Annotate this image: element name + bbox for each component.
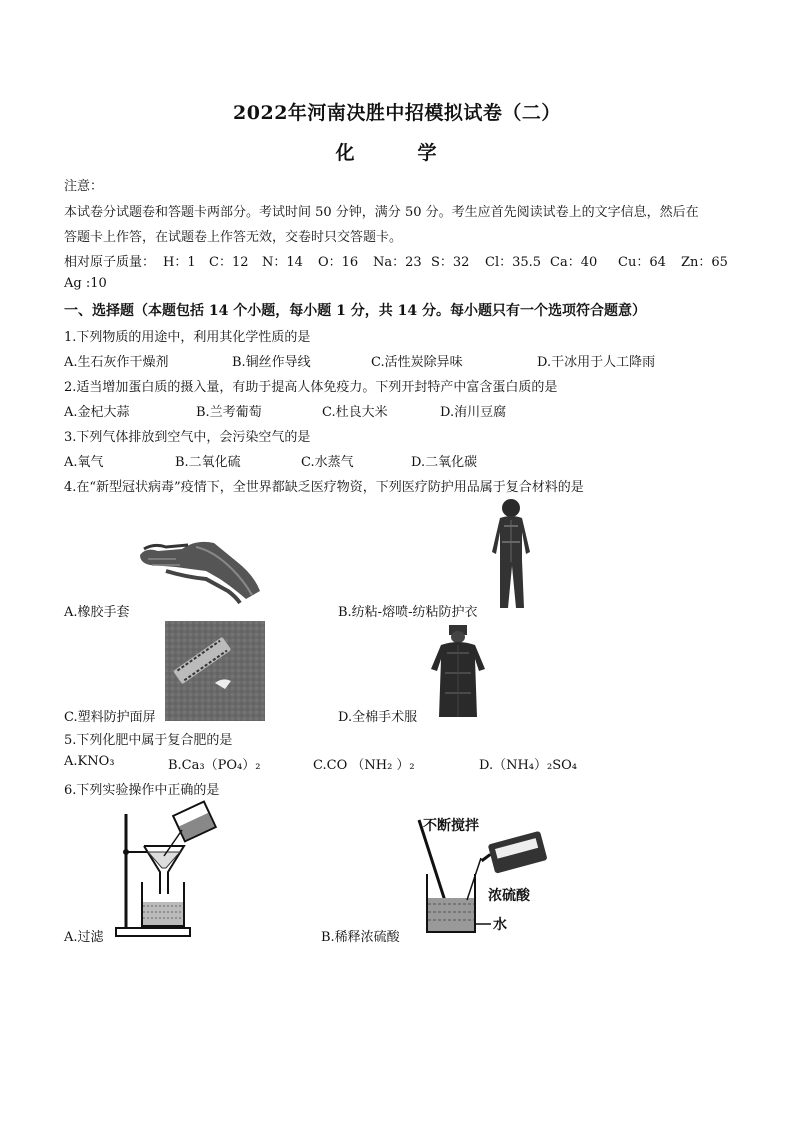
face-shield-image xyxy=(165,621,265,721)
q1-option-c: C.活性炭除异味 xyxy=(371,355,463,370)
q5-option-a: A.KNO₃ xyxy=(64,754,115,769)
atomic-mass-c: C：12 xyxy=(209,255,249,270)
atomic-mass-n: N：14 xyxy=(262,255,303,270)
q1-stem: 1.下列物质的用途中，利用其化学性质的是 xyxy=(64,330,311,345)
q3-option-d: D.二氧化碳 xyxy=(411,455,478,470)
q5-option-d: D.（NH₄）₂SO₄ xyxy=(479,758,578,773)
q3-option-b: B.二氧化硫 xyxy=(175,455,241,470)
q4-option-c: C.塑料防护面屏 xyxy=(64,710,156,725)
atomic-mass-cl: Cl：35.5 xyxy=(485,255,542,270)
q4-option-a: A.橡胶手套 xyxy=(64,605,130,620)
filtration-apparatus-image xyxy=(112,800,222,940)
exam-title: 2022年河南决胜中招模拟试卷（二） xyxy=(233,102,561,124)
q6-stem: 6.下列实验操作中正确的是 xyxy=(64,783,220,798)
q5-stem: 5.下列化肥中属于复合肥的是 xyxy=(64,733,233,748)
q6-option-b: B.稀释浓硫酸 xyxy=(321,930,400,945)
q5-option-b: B.Ca₃（PO₄）₂ xyxy=(168,758,261,773)
rubber-glove-image xyxy=(136,525,266,605)
surgical-gown-image xyxy=(427,623,489,719)
q5-option-c: C.CO （NH₂ ）₂ xyxy=(313,758,415,773)
atomic-mass-zn: Zn：65 xyxy=(681,255,728,270)
q2-option-a: A.金杞大蒜 xyxy=(64,405,130,420)
q1-option-a: A.生石灰作干燥剂 xyxy=(64,355,169,370)
q2-option-b: B.兰考葡萄 xyxy=(196,405,262,420)
atomic-mass-ag: Ag :10 xyxy=(64,276,107,291)
atomic-mass-label: 相对原子质量： xyxy=(64,255,156,270)
q2-stem: 2.适当增加蛋白质的摄入量，有助于提高人体免疫力。下列开封特产中富含蛋白质的是 xyxy=(64,380,558,395)
q3-stem: 3.下列气体排放到空气中，会污染空气的是 xyxy=(64,430,311,445)
q2-option-c: C.杜良大米 xyxy=(322,405,388,420)
q3-option-c: C.水蒸气 xyxy=(301,455,354,470)
atomic-mass-cu: Cu：64 xyxy=(618,255,666,270)
section-1-heading: 一、选择题（本题包括 14 个小题，每小题 1 分，共 14 分。每小题只有一个选项符合题意） xyxy=(64,303,646,319)
q1-option-b: B.铜丝作导线 xyxy=(232,355,311,370)
notice-label: 注意： xyxy=(64,179,104,194)
notice-line-2: 答题卡上作答，在试题卷上作答无效，交卷时只交答题卡。 xyxy=(64,230,403,245)
subject-title: 化 学 xyxy=(335,142,459,164)
notice-line-1: 本试卷分试题卷和答题卡两部分。考试时间 50 分钟，满分 50 分。考生应首先阅读试卷上的文字信息，然后在 xyxy=(64,205,699,220)
atomic-mass-ca: Ca：40 xyxy=(550,255,598,270)
q4-option-b: B.纺粘-熔喷-纺粘防护衣 xyxy=(338,605,478,620)
atomic-mass-o: O：16 xyxy=(318,255,359,270)
protective-suit-image xyxy=(486,496,536,614)
q2-option-d: D.洧川豆腐 xyxy=(440,405,507,420)
atomic-mass-s: S：32 xyxy=(431,255,470,270)
q4-option-d: D.全棉手术服 xyxy=(338,710,418,725)
q3-option-a: A.氧气 xyxy=(64,455,104,470)
atomic-mass-na: Na：23 xyxy=(373,255,422,270)
q4-stem: 4.在“新型冠状病毒”疫情下，全世界都缺乏医疗物资，下列医疗防护用品属于复合材料的是 xyxy=(64,480,584,495)
water-label: 水 xyxy=(493,917,507,933)
atomic-mass-h: H：1 xyxy=(163,255,196,270)
q6-option-a: A.过滤 xyxy=(64,930,104,945)
q1-option-d: D.干冰用于人工降雨 xyxy=(537,355,656,370)
conc-acid-label: 浓硫酸 xyxy=(488,888,530,904)
stir-label: 不断搅拌 xyxy=(423,818,479,834)
